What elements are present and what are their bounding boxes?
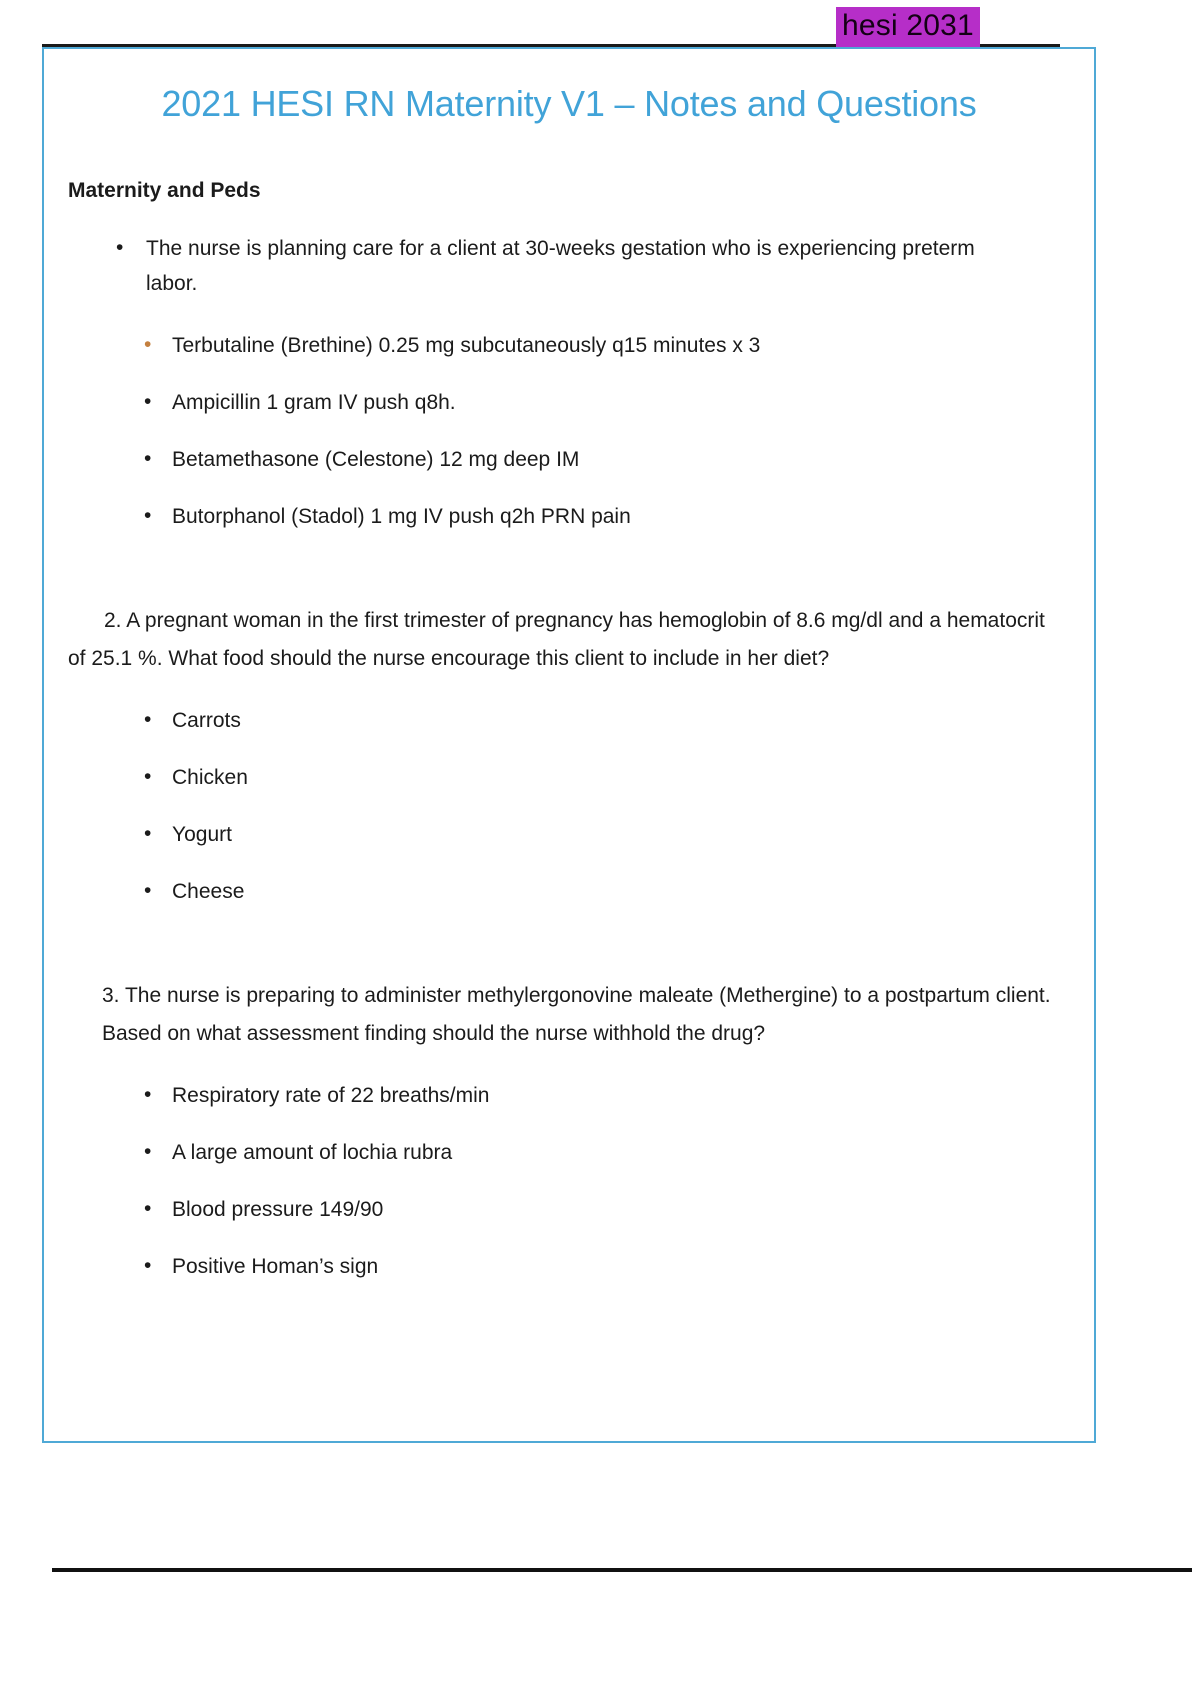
document-body	[44, 177, 1094, 1282]
question-1-options	[44, 331, 1094, 532]
question-1-stem: • The nurse is planning care for a client at 30-weeks gestation who is experiencing preterm labor.	[110, 231, 1026, 301]
spacer	[44, 532, 1094, 602]
question-2-text: A pregnant woman in the first trimester of pregnancy has hemoglobin of 8.6 mg/dl and a hematocrit of 25.1 %. What food should the nurse encourage this client to include in her diet?	[68, 609, 1045, 670]
option-item[interactable]: • Positive Homan’s sign	[140, 1252, 1094, 1282]
bottom-divider-rule	[52, 1568, 1192, 1572]
option-item[interactable]: • Betamethasone (Celestone) 12 mg deep IM	[140, 445, 1094, 475]
option-item[interactable]: • Terbutaline (Brethine) 0.25 mg subcutaneously q15 minutes x 3	[140, 331, 1094, 361]
question-2-stem	[68, 602, 1064, 678]
document-page-frame	[42, 47, 1096, 1443]
option-item[interactable]: • Blood pressure 149/90	[140, 1195, 1094, 1225]
question-3-stem: 3. The nurse is preparing to administer methylergonovine maleate (Methergine) to a postpartum client. Based on what assessment finding should the nurse withhold the drug?	[102, 984, 1051, 1045]
option-item[interactable]: • Chicken	[140, 763, 1094, 793]
question-3-options	[44, 1081, 1094, 1282]
option-item[interactable]: • Butorphanol (Stadol) 1 mg IV push q2h PRN pain	[140, 502, 1094, 532]
document-page-content	[44, 49, 1094, 1441]
section-heading-maternity-and-peds: Maternity and Peds	[68, 179, 261, 202]
option-item[interactable]: • Carrots	[140, 706, 1094, 736]
spacer	[44, 907, 1094, 977]
question-2-options	[44, 706, 1094, 907]
highlight-marker-badge: hesi 2031	[836, 7, 980, 47]
option-item[interactable]: • Yogurt	[140, 820, 1094, 850]
question-1-stem-list	[44, 231, 1094, 301]
option-item[interactable]: • A large amount of lochia rubra	[140, 1138, 1094, 1168]
question-2-number: 2.	[104, 609, 122, 632]
page-title: 2021 HESI RN Maternity V1 – Notes and Questions	[161, 83, 977, 124]
option-item[interactable]: • Respiratory rate of 22 breaths/min	[140, 1081, 1094, 1111]
option-item[interactable]: • Cheese	[140, 877, 1094, 907]
option-item[interactable]: • Ampicillin 1 gram IV push q8h.	[140, 388, 1094, 418]
